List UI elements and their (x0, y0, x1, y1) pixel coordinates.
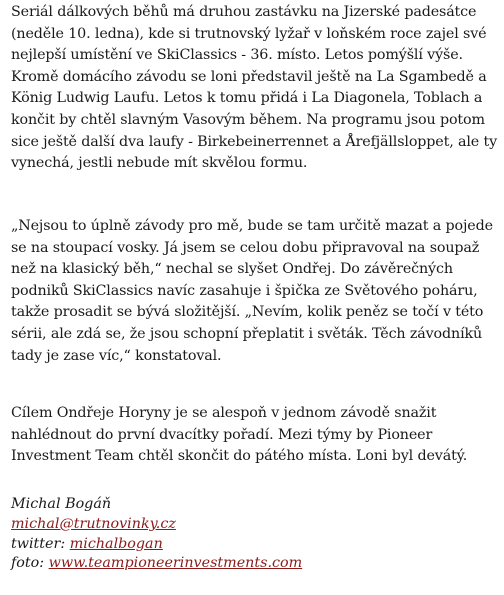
paragraph-1 (11, 2, 497, 175)
author-name: Michal Bogáň (11, 496, 112, 512)
paragraph-line: Cílem Ondřeje Horyny je se alespoň v jednom závodě snažit (11, 405, 437, 421)
paragraph-line: končit by chtěl slavným Vasovým během. Na programu jsou potom (11, 111, 485, 128)
paragraph-line: „Nejsou to úplně závody pro mě, bude se tam určitě mazat a pojede (11, 218, 493, 234)
email-row (11, 515, 302, 535)
paragraph-line: sice ještě další dva laufy - Birkebeinerrennet a Årefjällsloppet, ale ty (11, 133, 498, 150)
paragraph-line: vynechá, jestli nebude mít skvělou formu. (11, 155, 308, 172)
paragraph-line: König Ludwig Laufu. Letos k tomu přidá i La Diagonela, Toblach a (11, 90, 483, 107)
twitter-label: twitter: (11, 535, 70, 552)
paragraph-line: (neděle 10. ledna), kde si trutnovský lyžař v loňském roce zajel své (11, 25, 487, 42)
foto-source-link[interactable]: www.teampioneerinvestments.com (48, 555, 303, 572)
paragraph-3 (11, 403, 467, 468)
paragraph-line: Kromě domácího závodu se loni představil ještě na La Sgambedě a (11, 68, 487, 85)
paragraph-line: Investment Team chtěl skončit do pátého místa. Loni byl devátý. (11, 448, 468, 465)
twitter-handle-link[interactable]: michalbogan (69, 535, 163, 552)
author-signature (11, 495, 302, 574)
paragraph-line: nejlepší umístění ve SkiClassics - 36. místo. Letos pomýšlí výše. (11, 47, 463, 64)
paragraph-line: podniků SkiClassics navíc zasahuje i špička ze Světového poháru, (11, 282, 478, 299)
twitter-row (11, 535, 302, 555)
paragraph-line: než na klasický běh,“ nechal se slyšet Ondřej. Do závěrečných (11, 261, 453, 278)
paragraph-line: sérii, ale zdá se, že jsou schopní přeplatit i světák. Těch závodníků (11, 325, 483, 342)
paragraph-2 (11, 216, 493, 367)
foto-row (11, 554, 302, 574)
paragraph-line: tady je zase víc,“ konstatoval. (11, 347, 222, 364)
author-email-link[interactable]: michal@trutnovinky.cz (11, 515, 176, 532)
paragraph-line: Seriál dálkových běhů má druhou zastávku na Jizerské padesátce (11, 4, 477, 20)
paragraph-line: se na stoupací vosky. Já jsem se celou dobu připravoval na soupaž (11, 239, 480, 256)
paragraph-line: nahlédnout do první dvacítky pořadí. Mezi týmy by Pioneer (11, 426, 433, 443)
paragraph-line: takže prosadit se bývá složitější. „Nevím, kolik peněz se točí v této (11, 304, 484, 321)
foto-label: foto: (11, 555, 49, 572)
